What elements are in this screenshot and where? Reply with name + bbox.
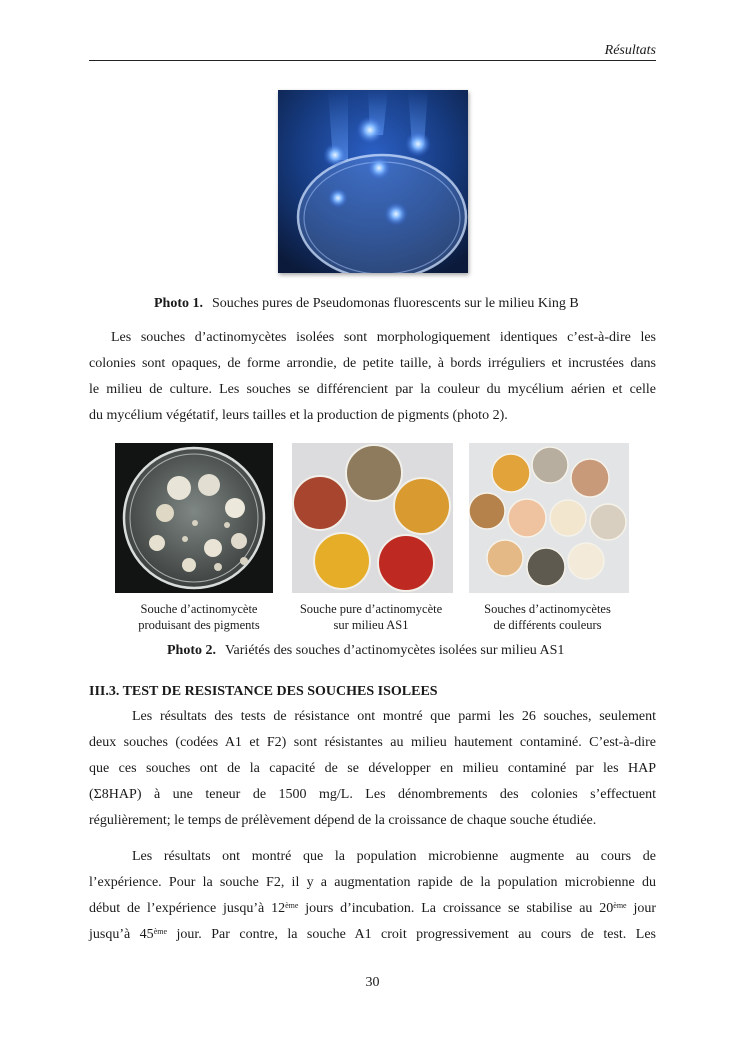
text-line: Les résultats des tests de résistance ont montré que parmi les 26 souches, seulement (132, 709, 656, 724)
ordinal-suffix: ème (613, 901, 627, 910)
text-line (89, 896, 656, 922)
paragraph-resistance (89, 704, 656, 834)
page-number: 30 (365, 975, 380, 990)
subcaption-colors (465, 601, 630, 633)
subcaption-as1 (285, 601, 457, 633)
subcaption-line: Souches d’actinomycètes (484, 602, 611, 616)
text-line: que ces souches ont de la capacité de se développer en milieu contaminé par les HAP (89, 761, 656, 776)
header-section-title: Résultats (604, 43, 656, 58)
text-segment: jusqu’à 45 (89, 927, 154, 942)
text-segment: jour. Par contre, la souche A1 croit progressivement au cours de test. Les (167, 927, 656, 942)
text-line (89, 922, 656, 948)
paragraph-actinomycetes (89, 325, 656, 429)
photo-actinomycetes-colors (469, 443, 629, 593)
photo2-caption-text: Variétés des souches d’actinomycètes isolées sur milieu AS1 (225, 643, 565, 658)
subcaption-line: Souche pure d’actinomycète (299, 602, 443, 616)
subcaption-line: Souche d’actinomycète (140, 602, 258, 616)
subcaption-line: sur milieu AS1 (333, 618, 409, 632)
text-line: le milieu de culture. Les souches se différencient par la couleur du mycélium aérien et celle (89, 382, 656, 397)
subcaption-line: de différents couleurs (493, 618, 602, 632)
photo2-caption (167, 643, 564, 659)
ordinal-suffix: ème (153, 927, 168, 936)
text-line: colonies sont opaques, de forme arrondie, de petite taille, à bords irréguliers et incrustées dans (89, 356, 656, 371)
text-segment: jour (626, 901, 656, 916)
text-line: régulièrement; le temps de prélèvement dépend de la croissance de chaque souche étudiée. (89, 813, 597, 828)
text-line: l’expérience. Pour la souche F2, il y a augmentation rapide de la population microbienne du (89, 875, 656, 890)
text-segment: jours d’incubation. La croissance se stabilise au 20 (298, 901, 614, 916)
subcaption-pigments (115, 601, 283, 633)
subcaption-line: produisant des pigments (138, 618, 260, 632)
photo2-label: Photo 2. (167, 643, 216, 658)
text-line: du mycélium végétatif, leurs tailles et la production de pigments (photo 2). (89, 408, 508, 423)
photo-actinomycete-pigments (115, 443, 273, 593)
text-line: (Σ8HAP) à une teneur de 1500 mg/L. Les dénombrements des colonies s’effectuent (89, 787, 656, 802)
ordinal-suffix: ème (285, 901, 299, 910)
photo1-caption-text: Souches pures de Pseudomonas fluorescents sur le milieu King B (212, 296, 579, 311)
photo-actinomycete-as1 (292, 443, 453, 593)
text-segment: début de l’expérience jusqu’à 12 (89, 901, 286, 916)
photo1-caption (154, 296, 579, 312)
photo-pseudomonas-petri-dish (278, 90, 468, 273)
text-line: deux souches (codées A1 et F2) sont résistantes au milieu hautement contaminé. C’est-à-dire (89, 735, 656, 750)
text-line: Les résultats ont montré que la population microbienne augmente au cours de (132, 849, 656, 864)
paragraph-population (89, 844, 656, 948)
running-header (89, 42, 656, 61)
text-line: Les souches d’actinomycètes isolées sont morphologiquement identiques c’est-à-dire les (111, 330, 656, 345)
section-heading: III.3. TEST DE RESISTANCE DES SOUCHES ISOLEES (89, 684, 438, 699)
photo1-label: Photo 1. (154, 296, 203, 311)
